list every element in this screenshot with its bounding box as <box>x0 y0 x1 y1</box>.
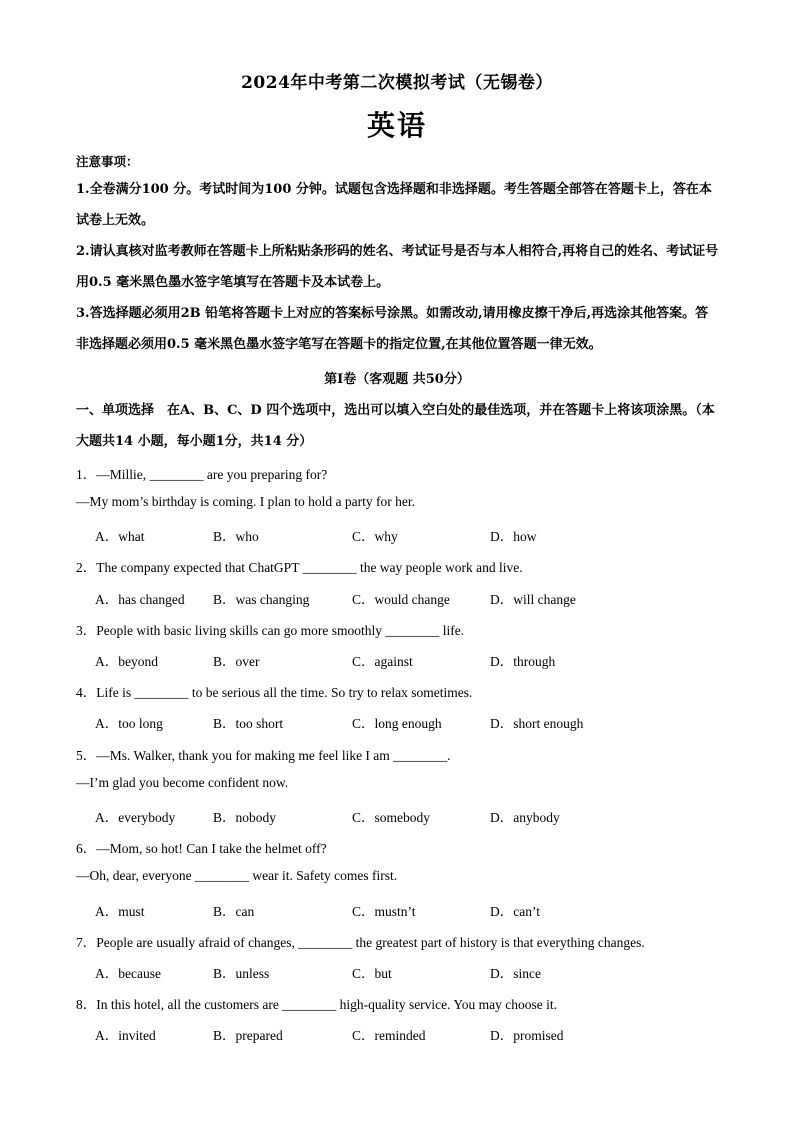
question-2-option-c[interactable]: C．would change <box>352 592 450 607</box>
subject-title: 英语 <box>366 109 427 142</box>
question-5-option-b[interactable]: B．nobody <box>213 810 277 825</box>
question-7-option-c[interactable]: C．but <box>352 966 392 981</box>
question-1-option-d[interactable]: D．how <box>490 529 537 544</box>
question-1-option-a[interactable]: A．what <box>95 529 145 544</box>
question-2-option-b[interactable]: B．was changing <box>213 592 310 607</box>
question-3-option-d[interactable]: D．through <box>490 654 556 669</box>
question-1-option-b[interactable]: B．who <box>213 529 259 544</box>
question-8-option-b[interactable]: B．prepared <box>213 1028 283 1043</box>
question-7-stem: 7．People are usually afraid of changes, ________ the greatest part of history is that everything changes. <box>76 935 645 950</box>
question-5-option-a[interactable]: A．everybody <box>95 810 176 825</box>
question-5-option-c[interactable]: C．somebody <box>352 810 431 825</box>
question-8-stem: 8．In this hotel, all the customers are ________ high-quality service. You may choose it. <box>76 997 558 1012</box>
question-3-option-a[interactable]: A．beyond <box>95 654 158 669</box>
question-6-dialog: —Oh, dear, everyone ________ wear it. Safety comes first. <box>76 868 398 883</box>
question-6-option-c[interactable]: C．mustn’t <box>352 904 416 919</box>
question-2-option-a[interactable]: A．has changed <box>95 592 185 607</box>
part-heading: 一、单项选择 在A、B、C、D 四个选项中，选出可以填入空白处的最佳选项，并在答题卡上将该项涂黑。（本大题共14 小题，每小题1分，共14 分） <box>76 403 715 449</box>
question-4-option-b[interactable]: B．too short <box>213 716 284 731</box>
question-2-option-d[interactable]: D．will change <box>490 592 576 607</box>
question-1-option-c[interactable]: C．why <box>352 529 398 544</box>
question-3-stem: 3．People with basic living skills can go more smoothly ________ life. <box>76 623 465 638</box>
question-8-option-a[interactable]: A．invited <box>95 1028 156 1043</box>
section-title: 第I卷（客观题 共50分） <box>324 372 470 387</box>
question-4-stem: 4．Life is ________ to be serious all the time. So try to relax sometimes. <box>76 685 473 700</box>
question-8-option-c[interactable]: C．reminded <box>352 1028 426 1043</box>
question-2-stem: 2．The company expected that ChatGPT ________ the way people work and live. <box>76 560 523 575</box>
question-6-option-a[interactable]: A．must <box>95 904 145 919</box>
exam-title: 2024年中考第二次模拟考试（无锡卷） <box>241 73 553 93</box>
notice-heading: 注意事项： <box>76 154 139 169</box>
question-1-dialog: —My mom’s birthday is coming. I plan to hold a party for her. <box>76 494 415 509</box>
question-4-option-c[interactable]: C．long enough <box>352 716 442 731</box>
question-6-option-b[interactable]: B．can <box>213 904 255 919</box>
question-6-option-d[interactable]: D．can’t <box>490 904 540 919</box>
question-8-option-d[interactable]: D．promised <box>490 1028 564 1043</box>
question-5-option-d[interactable]: D．anybody <box>490 810 560 825</box>
question-3-option-b[interactable]: B．over <box>213 654 260 669</box>
question-5-stem: 5．—Ms. Walker, thank you for making me feel like I am ________. <box>76 748 451 763</box>
question-5-dialog: —I’m glad you become confident now. <box>76 775 289 790</box>
notice-item-3: 3.答选择题必须用2B 铅笔将答题卡上对应的答案标号涂黑。如需改动,请用橡皮擦干净后,再选涂其他答案。答非选择题必须用0.5 毫米黑色墨水签字笔写在答题卡的指定位置,在其他位置答题一律无效。 <box>76 306 709 352</box>
question-4-option-a[interactable]: A．too long <box>95 716 163 731</box>
question-7-option-a[interactable]: A．because <box>95 966 161 981</box>
notice-item-1: 1.全卷满分100 分。考试时间为100 分钟。试题包含选择题和非选择题。考生答题全部答在答题卡上，答在本试卷上无效。 <box>76 182 712 228</box>
question-7-option-b[interactable]: B．unless <box>213 966 270 981</box>
question-7-option-d[interactable]: D．since <box>490 966 541 981</box>
notice-item-2: 2.请认真核对监考教师在答题卡上所粘贴条形码的姓名、考试证号是否与本人相符合,再将自己的姓名、考试证号用0.5 毫米黑色墨水签字笔填写在答题卡及本试卷上。 <box>76 244 719 290</box>
question-6-stem: 6．—Mom, so hot! Can I take the helmet off? <box>76 841 327 856</box>
question-3-option-c[interactable]: C．against <box>352 654 413 669</box>
question-1-stem: 1．—Millie, ________ are you preparing for? <box>76 467 328 482</box>
question-4-option-d[interactable]: D．short enough <box>490 716 584 731</box>
